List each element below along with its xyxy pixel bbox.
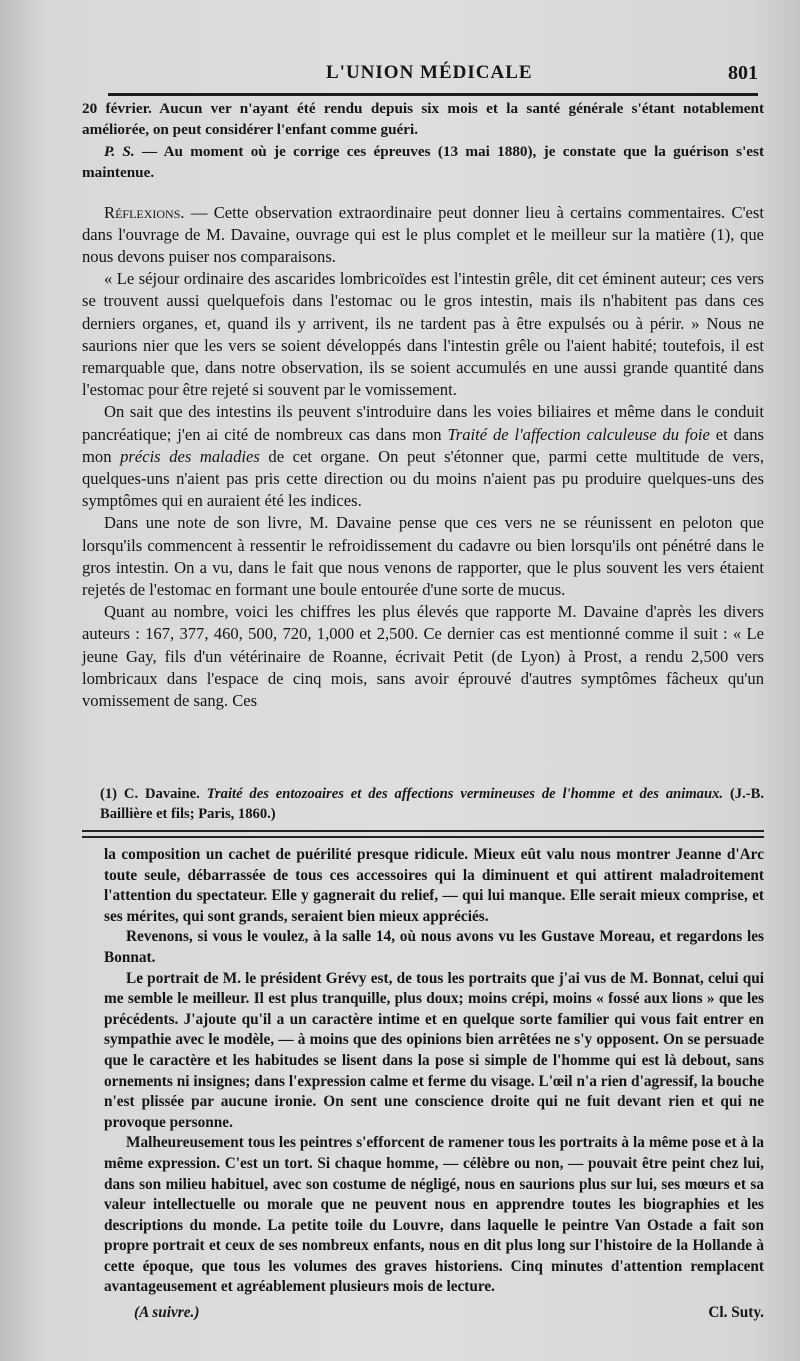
spacer bbox=[82, 184, 764, 202]
book-title: précis des maladies bbox=[120, 446, 260, 466]
page-number: 801 bbox=[728, 62, 758, 84]
author-signature: Cl. Suty. bbox=[708, 1304, 764, 1321]
reflexions-text: — Cette observation extraordinaire peut donner lieu à certains commentaires. C'est dans l'ouvrage de M. Davaine, ouvrage qui est le plus complet et le meilleur sur la matière (1), que nous devons puiser nos comparaisons. bbox=[82, 202, 764, 267]
reflexions-label: Réflexions. bbox=[104, 202, 185, 222]
feuilleton-column bbox=[104, 845, 764, 1298]
header-rule bbox=[108, 93, 758, 96]
paragraph: « Le séjour ordinaire des ascarides lombricoïdes est l'intestin grêle, dit cet éminent auteur; ces vers se trouvent aussi quelquefois dans l'estomac ou le gros intestin, mais ils n'habitent pas dans ces derniers organes, et, quand ils y arrivent, ils ne tardent pas à être expulsés ou à périr. » Nous ne saurions nier que les vers se soient développés dans l'intestin grêle ou l'aient habité; toutefois, il est remarquable que, dans notre observation, ils se soient accumulés en une aussi grande quantité dans l'estomac pour être rejeté si souvent par le vomissement. bbox=[82, 269, 764, 400]
paragraph: la composition un cachet de puérilité presque ridicule. Mieux eût valu nous montrer Jeanne d'Arc toute seule, débarrassée de tous ces accessoires qui la diminuent et qui attirent maladroitement l'attention du spectateur. Elle y gagnerait du relief, — qui lui manque. Elle serait mieux comprise, et ses mérites, qui sont grands, seraient bien mieux appréciés. bbox=[104, 846, 764, 925]
footnote bbox=[100, 784, 764, 824]
page-header bbox=[110, 62, 758, 90]
signoff bbox=[104, 1304, 764, 1328]
running-title: L'UNION MÉDICALE bbox=[326, 62, 533, 83]
footnote-publisher: (J.-B. Baillière et fils; Paris, 1860.) bbox=[100, 786, 764, 822]
section-rule bbox=[82, 836, 764, 838]
ps-label: P. S. bbox=[104, 142, 135, 160]
ps-text: — Au moment où je corrige ces épreuves (13 mai 1880), je constate que la guérison s'est maintenue. bbox=[82, 142, 765, 182]
paragraph bbox=[82, 401, 764, 512]
text-run: et dans mon bbox=[82, 424, 764, 466]
paragraph: Quant au nombre, voici les chiffres les plus élevés que rapporte M. Davaine d'après les divers auteurs : 167, 377, 460, 500, 720, 1,000 et 2,500. Ce dernier cas est mentionné comme il suit : « Le jeune Gay, fils d'un vétérinaire de Roanne, écrivait Petit (de Lyon) à Prost, a rendu 2,500 vers lombricaux dans l'espace de cinq mois, sans avoir éprouvé d'autres symptômes fâcheux qu'un vomissement de sang. Ces bbox=[82, 602, 764, 711]
paragraph: Malheureusement tous les peintres s'efforcent de ramener tous les portraits à la même pose et à la même expression. C'est un tort. Si chaque homme, — célèbre ou non, — pouvait être peint chez lui, dans son milieu habituel, avec son costume de négligé, nous en saurions plus sur lui, ses mœurs et sa valeur intellectuelle ou morale que ne peuvent nous en apprendre toutes les biographies et les descriptions du monde. La petite toile du Louvre, dans laquelle le peintre Van Ostade a fait son propre portrait et ceux de ses nombreux enfants, nous en dit plus long sur l'histoire de la Hollande à cette époque, que tous les volumes des graves historiens. Cinq minutes d'attention remplacent avantageusement et agréablement plusieurs mois de lecture. bbox=[104, 1134, 764, 1296]
paragraph: Le portrait de M. le président Grévy est, de tous les portraits que j'ai vus de M. Bonnat, celui qui me semble le meilleur. Il est plus tranquille, plus doux; moins crépi, moins « fossé aux lions » que les précédents. J'ajoute qu'il a un caractère intime et en quelque sorte familier qui vous fait entrer en sympathie avec le modèle, — à moins que des opinions bien arrêtées ne s'y opposent. On se persuade que le caractère et les habitudes se lisent dans la pose si simple de l'homme qui est là debout, sans ornements ni insignes; dans l'expression calme et ferme du visage. L'œil n'a rien d'agressif, la bouche n'est plissée par aucune ironie. On sent une conscience droite qui ne fuit devant rien et qui ne provoque personne. bbox=[104, 969, 764, 1131]
paragraph bbox=[82, 141, 764, 184]
section-rule bbox=[82, 830, 764, 832]
book-title: Traité de l'affection calculeuse du foie bbox=[447, 424, 710, 444]
paragraph: 20 février. Aucun ver n'ayant été rendu depuis six mois et la santé générale s'étant notablement améliorée, on peut considérer l'enfant comme guéri. bbox=[82, 100, 764, 139]
to-be-continued: (A suivre.) bbox=[134, 1304, 200, 1321]
paragraph: Revenons, si vous le voulez, à la salle 14, où nous avons vu les Gustave Moreau, et regardons les Bonnat. bbox=[104, 928, 764, 966]
article-column bbox=[82, 98, 764, 712]
paragraph bbox=[82, 202, 764, 269]
text-run: de cet organe. On peut s'étonner que, parmi cette multitude de vers, quelques-uns n'aient pas pris cette direction ou du moins n'aient pas pu produire quelques-uns des symptômes qui en auraient été les indices. bbox=[82, 446, 764, 511]
text-run: On sait que des intestins ils peuvent s'introduire dans les voies biliaires et même dans le conduit pancréatique; j'en ai cité de nombreux cas dans mon bbox=[82, 402, 764, 444]
paragraph: Dans une note de son livre, M. Davaine pense que ces vers ne se réunissent en peloton que lorsqu'ils commencent à ressentir le refroidissement du cadavre ou bien lorsqu'ils ont pénétré dans le gros intestin. On a vu, dans le fait que nous venons de rapporter, que le plus souvent les vers étaient rejetés de l'estomac en formant une boule entourée d'une sorte de mucus. bbox=[82, 513, 764, 600]
footnote-title: Traité des entozoaires et des affections vermineuses de l'homme et des animaux. bbox=[206, 786, 724, 802]
footnote-ref: (1) C. Davaine. bbox=[100, 786, 207, 802]
